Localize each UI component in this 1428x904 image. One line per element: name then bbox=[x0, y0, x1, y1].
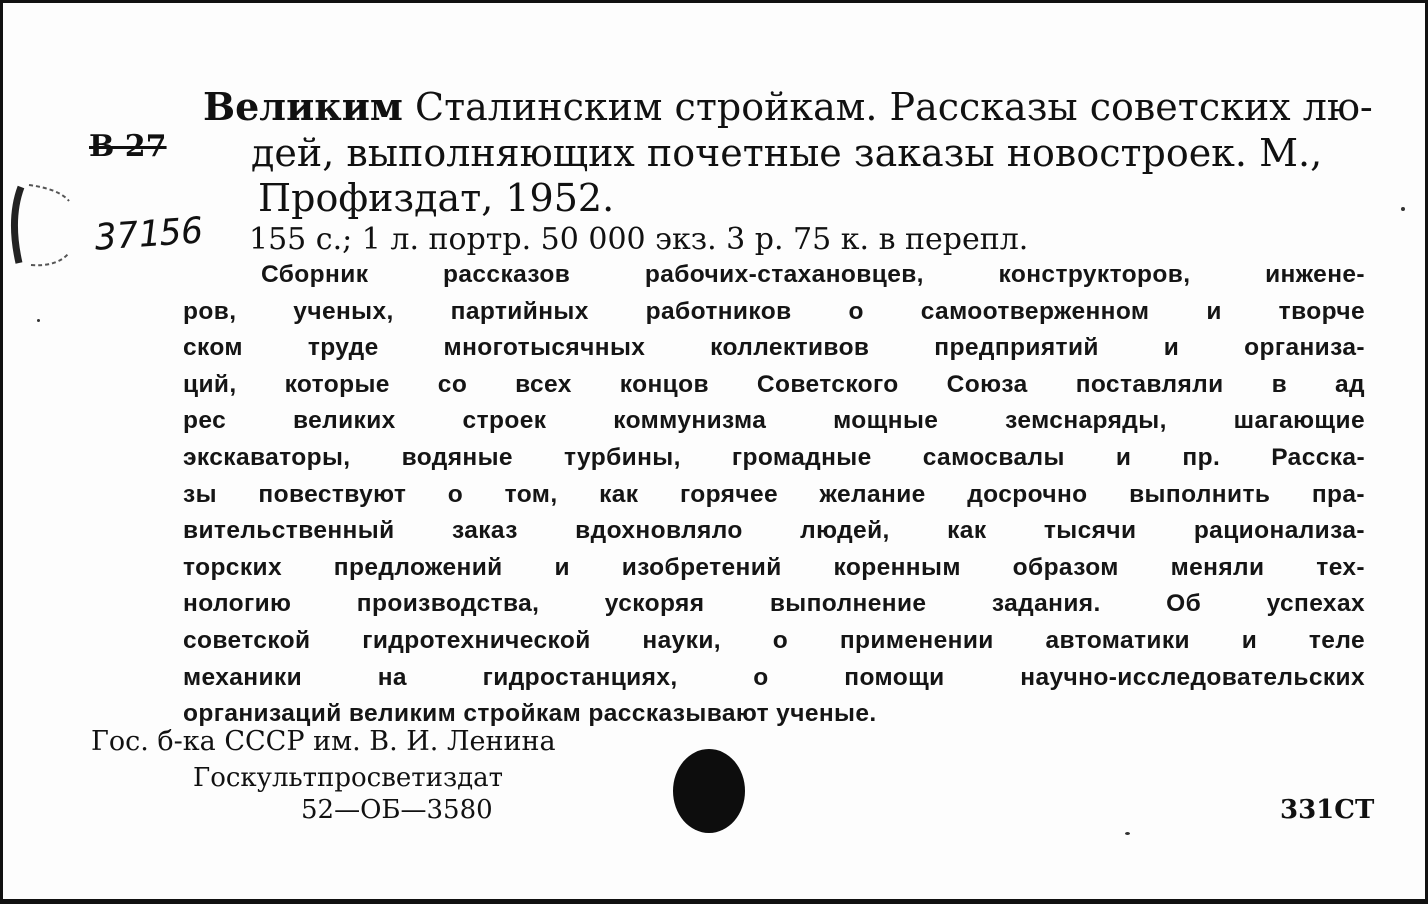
annotation-line: рес великих строек коммунизма мощные земснаряды, шагающие bbox=[183, 407, 1365, 435]
speck bbox=[37, 319, 40, 322]
annotation-line: организаций великим стройкам рассказывают ученые. bbox=[183, 700, 877, 728]
title-line-2: дей, выполняющих почетные заказы новостроек. М., bbox=[251, 131, 1323, 175]
speck bbox=[1401, 207, 1405, 211]
annotation-line: торских предложений и изобретений коренным образом меняли тех- bbox=[183, 553, 1365, 581]
title-line-1-rest: Сталинским стройкам. Рассказы советских лю- bbox=[415, 85, 1373, 129]
speck bbox=[1125, 832, 1130, 835]
physical-description: 155 с.; 1 л. портр. 50 000 экз. 3 р. 75 к. в перепл. bbox=[249, 222, 1029, 257]
annotation-line: Сборник рассказов рабочих-стахановцев, конструкторов, инжене- bbox=[261, 261, 1365, 288]
annotation-line: зы повествуют о том, как горячее желание досрочно выполнить пра- bbox=[183, 480, 1365, 508]
title-line-3: Профиздат, 1952. bbox=[258, 176, 615, 220]
annotation-line: ров, ученых, партийных работников о самоотверженном и творче bbox=[183, 297, 1365, 325]
shelf-mark-crossed: В 27 bbox=[89, 129, 167, 164]
card-order-number: 52—ОБ—3580 bbox=[301, 795, 493, 825]
annotation-line: вительственный заказ вдохновляло людей, как тысячи рационализа- bbox=[183, 517, 1365, 545]
punch-hole bbox=[673, 749, 745, 833]
series-code: 331СТ bbox=[1280, 795, 1375, 825]
annotation-line: ском труде многотысячных коллективов предприятий и организа- bbox=[183, 334, 1365, 362]
annotation-line: ций, которые со всех концов Советского Союза поставляли в ад bbox=[183, 370, 1365, 398]
bracket-mark-icon bbox=[7, 179, 85, 275]
printing-publisher: Госкультпросветиздат bbox=[193, 763, 504, 793]
title-line-1 bbox=[203, 85, 1373, 129]
annotation bbox=[183, 257, 1365, 733]
holding-library: Гос. б-ка СССР им. В. И. Ленина bbox=[91, 726, 556, 757]
annotation-line: экскаваторы, водяные турбины, громадные самосвалы и пр. Расска- bbox=[183, 443, 1365, 471]
annotation-line: нологию производства, ускоряя выполнение задания. Об успехах bbox=[183, 590, 1365, 618]
annotation-line: механики на гидростанциях, о помощи научно-исследовательских bbox=[183, 663, 1365, 691]
handwritten-accession-number: 37156 bbox=[93, 210, 205, 259]
annotation-line: советской гидротехнической науки, о применении автоматики и теле bbox=[183, 626, 1365, 654]
title-heading-word: Великим bbox=[203, 84, 403, 129]
